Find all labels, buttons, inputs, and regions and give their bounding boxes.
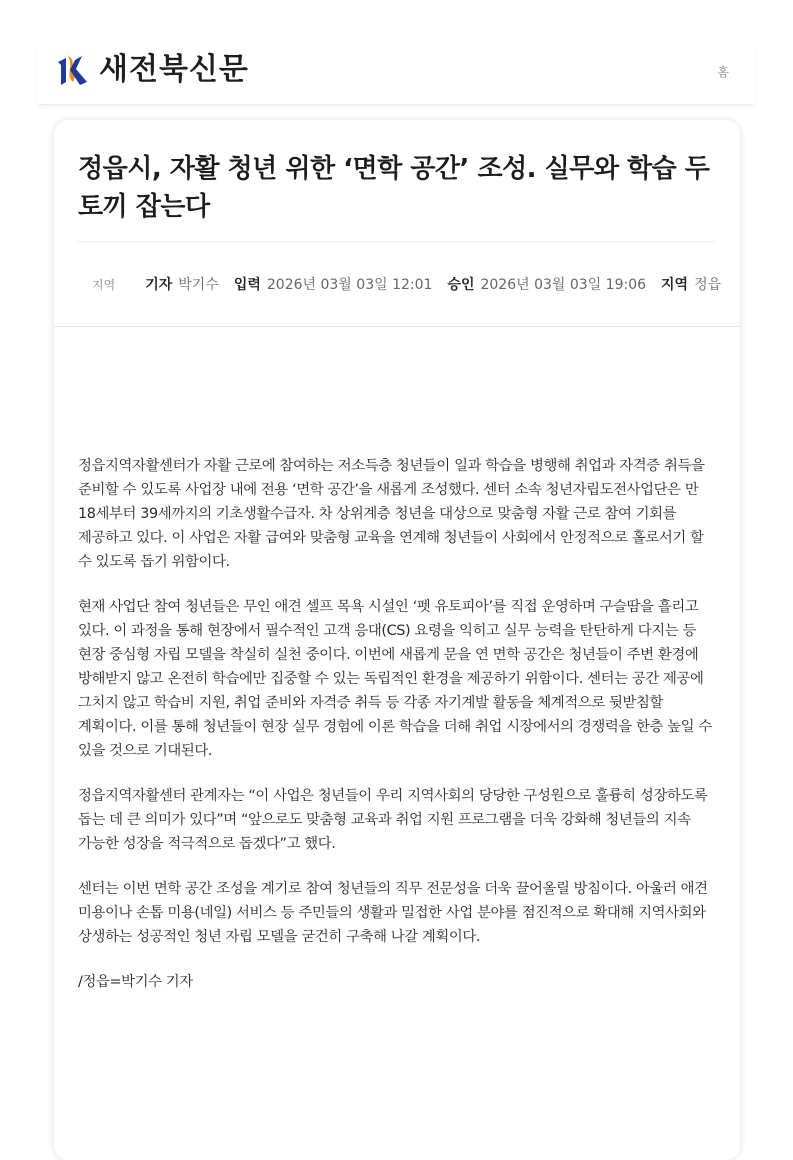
- article-paragraph: 현재 사업단 참여 청년들은 무인 애견 셀프 목욕 시설인 ‘펫 유토피아’를 직접 운영하며 구슬땀을 흘리고 있다. 이 과정을 통해 현장에서 필수적인 고객 응대(CS) 요령을 익히고 실무 능력을 탄탄하게 다지는 등 현장 중심형 자립 모델을 착실히 실천 중이다. 이번에 새롭게 문을 연 면학 공간은 청년들이 주변 환경에 방해받지 않고 온전히 학습에만 집중할 수 있는 독립적인 환경을 제공하기 위함이다. 센터는 공간 제공에 그치지 않고 학습비 지원, 취업 준비와 자격증 취득 등 각종 자기계발 활동을 체계적으로 뒷받침할 계획이다. 이를 통해 청년들이 현장 실무 경험에 이론 학습을 더해 취업 시장에서의 경쟁력을 한층 높일 수 있을 것으로 기대된다.: [78, 599, 712, 759]
- article-body: [78, 454, 718, 1015]
- reporter-name: 박기수: [178, 277, 219, 293]
- approved-label: 승인: [447, 277, 475, 293]
- article-paragraph: 센터는 이번 면학 공간 조성을 계기로 참여 청년들의 직무 전문성을 더욱 끌어올릴 방침이다. 아울러 애견 미용이나 손톱 미용(네일) 서비스 등 주민들의 생활과 밀접한 사업 분야를 점진적으로 확대해 지역사회와 상생하는 성공적인 청년 자립 모델을 굳건히 구축해 나갈 계획이다.: [78, 881, 708, 945]
- site-header: [38, 40, 755, 105]
- approved-time: 2026년 03월 03일 19:06: [480, 277, 647, 293]
- site-name: 새전북신문: [99, 52, 249, 87]
- reporter-label: 기자: [145, 277, 173, 293]
- article-headline: 정읍시, 자활 청년 위한 ‘면학 공간’ 조성. 실무와 학습 두 토끼 잡는다: [78, 154, 710, 222]
- home-link[interactable]: 홈: [717, 65, 729, 79]
- category-tag[interactable]: 지역: [92, 278, 116, 292]
- title-divider: [78, 241, 716, 242]
- article-meta: [78, 274, 722, 294]
- input-time: 2026년 03월 03일 12:01: [266, 277, 433, 293]
- region-value: 정읍: [694, 277, 722, 293]
- article-card: [54, 120, 740, 1160]
- input-label: 입력: [233, 277, 261, 293]
- region-label: 지역: [661, 277, 689, 293]
- article-byline: /정읍=박기수 기자: [78, 974, 193, 990]
- header-divider: [54, 326, 740, 327]
- article-paragraph: 정읍지역자활센터 관계자는 “이 사업은 청년들이 우리 지역사회의 당당한 구성원으로 훌륭히 성장하도록 돕는 데 큰 의미가 있다”며 “앞으로도 맞춤형 교육과 취업 지원 프로그램을 더욱 강화해 청년들의 지속 가능한 성장을 적극적으로 돕겠다”고 했다.: [78, 788, 708, 852]
- logo-emblem-icon: [55, 52, 91, 88]
- site-logo[interactable]: [55, 52, 249, 88]
- article-paragraph: 정읍지역자활센터가 자활 근로에 참여하는 저소득층 청년들이 일과 학습을 병행해 취업과 자격증 취득을 준비할 수 있도록 사업장 내에 전용 ‘면학 공간’을 새롭게 조성했다. 센터 소속 청년자립도전사업단은 만 18세부터 39세까지의 기초생활수급자. 차 상위계층 청년을 대상으로 맞춤형 자활 근로 참여 기회를 제공하고 있다. 이 사업은 자활 급여와 맞춤형 교육을 연계해 청년들이 사회에서 안정적으로 홀로서기 할 수 있도록 돕기 위함이다.: [78, 458, 705, 570]
